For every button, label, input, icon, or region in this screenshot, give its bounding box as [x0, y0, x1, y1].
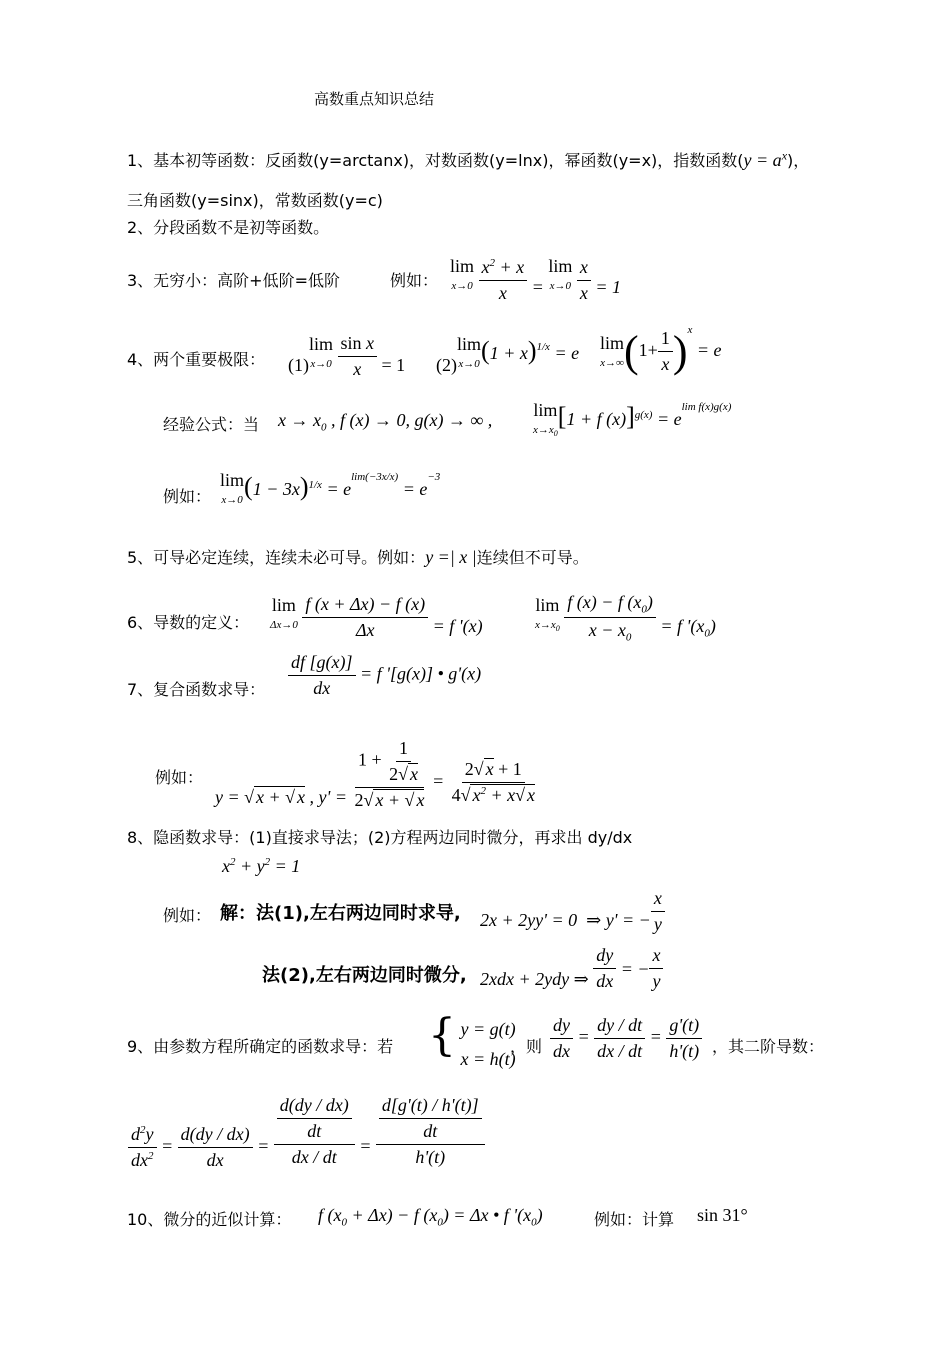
item-8-example-label: 例如：	[163, 906, 212, 925]
item-8-solution-2-text: 法(2),左右两边同时微分,	[262, 965, 467, 986]
item-1-sup: x	[781, 148, 788, 163]
item-8-solution-1-text: 解：法(1),左右两边同时求导,	[220, 903, 461, 924]
item-4-formula-3: lim $^{x\to\infty}$(1+ $\frac{1}{x}$ )$^x$ = e	[600, 324, 722, 376]
item-9-label: 9、由参数方程所确定的函数求导：若	[127, 1037, 394, 1056]
item-10-label: 10、微分的近似计算：	[127, 1210, 292, 1229]
item-9-system: { y = g(t) x = h(t)	[428, 1010, 516, 1069]
item-1	[127, 148, 809, 171]
item-5-formula: y =| x |	[425, 547, 477, 567]
item-1-line2: 三角函数(y=sinx)，常数函数(y=c)	[127, 191, 383, 210]
item-2: 2、分段函数不是初等函数。	[127, 218, 330, 237]
item-8-equation: $x^2 + y^2 = 1$	[222, 856, 301, 876]
item-3-label: 3、无穷小：高阶+低阶=低阶	[127, 271, 340, 290]
item-8-solution-2-formula: 2xdx + 2ydy ⇒ $\frac{dy}{dx}$ = − $\frac{x}{y}$	[480, 945, 663, 992]
item-10-formula: f $(x_0 + \Delta x) - f$ $(x_0) = \Delta x$ • f '$(x_0)$	[318, 1205, 543, 1229]
item-5	[127, 545, 589, 568]
item-7-formula: $\frac{df [g(x)]}{dx}$ = f '[g(x)] • g'(x)	[288, 652, 481, 699]
item-10-example: 例如：计算	[594, 1210, 675, 1229]
item-3-formula: lim $^{x\to 0}$ $\frac{x^2 + x}{x}$ = lim $^{x\to 0}$ $\frac{x}{x}$ = 1	[450, 256, 621, 304]
item-4-example-label: 例如：	[163, 487, 212, 506]
item-4-formula-1: (1)lim $^{x\to 0}$ $\frac{\text{sin x}}{x}$ = 1	[288, 333, 406, 380]
item-9-second: ，其二阶导数：	[712, 1037, 825, 1056]
item-7-label: 7、复合函数求导：	[127, 680, 266, 699]
item-4-exp-limit: lim $^{x\to x_0}$[1 + f $(x)]^{g(x)} = e^{lim f(x)g(x)}$	[533, 400, 732, 439]
item-7-example-formula: y = √ x + √ x , y' = 1 + $\frac{1}{2√ x}$ 2√ x + √ x = $\frac{2√ x + 1}{4√ x^2 + x√ x}$	[215, 738, 535, 810]
item-1-end: )，	[787, 151, 810, 170]
item-4-label: 4、两个重要极限：	[127, 350, 266, 369]
second-derivative-formula: $\frac{d^2y}{dx^2}$ = $\frac{d(dy / dx)}{dx}$ = $\frac{\frac{d(dy / dx)}{dt}}{dx / dt}$ = $\frac{\frac{d[g'(t) / h'(t)]}{dt}}{h'(t)}$	[128, 1095, 485, 1168]
item-5-text: 5、可导必定连续，连续未必可导。例如：	[127, 548, 426, 567]
item-4-exp-label: 经验公式：当	[163, 415, 260, 434]
item-6-formula-2: lim $^{x\to x_0}$ $\frac{f (x) - f (x_0)}{x - x_0}$ = f '$(x_0)$	[535, 591, 716, 644]
item-1-text: 1、基本初等函数：反函数(y=arctanx)，对数函数(y=lnx)，幂函数(y=x)，指数函数(	[127, 151, 744, 170]
item-3-example: 例如：	[390, 271, 439, 290]
item-6-formula-1: lim $^{\Delta x\to 0}$ $\frac{f (x + \Delta x) - f (x)}{\Delta x}$ = f '(x)	[270, 594, 483, 641]
item-6-label: 6、导数的定义：	[127, 613, 250, 632]
item-4-exp-formula: $x \to x_0$ , f (x) → 0, g(x) → ∞ ,	[278, 410, 493, 434]
item-9-formula: $\frac{dy}{dx}$ = $\frac{dy / dt}{dx / dt}$ = $\frac{g'(t)}{h'(t)}$	[550, 1015, 702, 1062]
page-title: 高数重点知识总结	[314, 90, 435, 108]
item-7-example-label: 例如：	[155, 768, 204, 787]
item-5-end: 连续但不可导。	[476, 548, 589, 567]
item-8-label: 8、隐函数求导：(1)直接求导法；(2)方程两边同时微分，再求出 dy/dx	[127, 828, 633, 847]
item-4-example-formula: lim $^{x\to 0}(1 - 3x)^{1/x} = e^{lim(-3x/x)} = e^{-3}$	[220, 470, 441, 506]
item-4-formula-2: (2)lim $^{x\to 0}(1 + x)^{1/x} = e$	[436, 334, 580, 375]
item-8-solution-1-formula: 2x + 2yy' = 0 ⇒ y' = − $\frac{x}{y}$	[480, 888, 665, 935]
item-1-formula: y = a	[743, 150, 782, 170]
item-9-then: ，则	[510, 1037, 543, 1056]
item-10-sin: sin 31°	[697, 1205, 748, 1225]
